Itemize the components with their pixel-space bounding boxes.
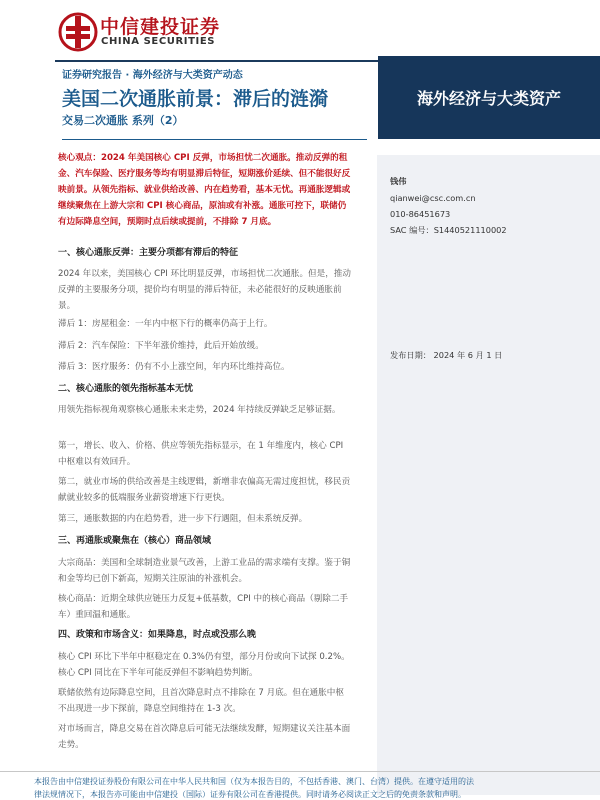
analyst-phone: 010-86451673 bbox=[390, 209, 451, 219]
section-2-paragraph: 用领先指标视角观察核心通胀未来走势，2024 年持续反弹缺乏足够证据。 bbox=[58, 405, 341, 415]
section-2-paragraph: 第三，通胀数据的内在趋势看，进一步下行遇阻，但未系统反弹。 bbox=[58, 514, 308, 524]
section-1-paragraph: 2024 年以来，美国核心 CPI 环比明显反弹，市场担忧二次通胀。但是，推动反弹的主要服务分项，提价均有明显的滞后特征，未必能很好的反映通胀前景。 bbox=[58, 269, 352, 311]
title-underline bbox=[62, 139, 367, 140]
company-name-en: CHINA SECURITIES bbox=[101, 36, 216, 47]
section-1-paragraph: 滞后 1：房屋租金：一年内中枢下行的概率仍高于上行。 bbox=[58, 319, 273, 329]
section-4-paragraph: 核心 CPI 环比下半年中枢稳定在 0.3%仍有望，部分月份或向下试探 0.2%。核心 CPI 同比在下半年可能反弹但不影响趋势判断。 bbox=[58, 652, 350, 678]
section-1-paragraph: 滞后 2：汽车保险：下半年涨价维持，此后开始放缓。 bbox=[58, 341, 264, 351]
section-2-paragraph: 第二，就业市场的供给改善是主线逻辑，新增非农偏高无需过度担忧，移民贡献就业较多的低端服务业薪资增速下行更快。 bbox=[58, 477, 351, 503]
company-logo-icon bbox=[58, 12, 98, 52]
key-view-summary: 核心观点：2024 年美国核心 CPI 反弹，市场担忧二次通胀。推动反弹的租金、汽车保险、医疗服务等均有明显滞后特征，短期涨价延续、但不能很好反映前景。从领先指标、就业供给改善、内在趋势看，基本无忧。再通胀逻辑或继续聚焦在上游大宗和 CPI 核心商品，原油或有补涨。通胀可控下，联储仍有边际降息空间，预期时点后续或提前，不排除 7 月底。 bbox=[58, 153, 351, 227]
report-type: 证券研究报告 · 海外经济与大类资产动态 bbox=[62, 70, 243, 81]
section-2-paragraph: 第一，增长、收入、价格、供应等领先指标显示，在 1 年维度内，核心 CPI 中枢难以有效回升。 bbox=[58, 441, 344, 467]
analyst-name: 钱伟 bbox=[390, 176, 407, 186]
publish-date: 发布日期： 2024 年 6 月 1 日 bbox=[390, 350, 503, 360]
section-heading-3: 三、再通胀或聚焦在（核心）商品领域 bbox=[58, 536, 212, 546]
analyst-email[interactable]: qianwei@csc.com.cn bbox=[390, 193, 476, 203]
section-heading-1: 一、核心通胀反弹：主要分项都有滞后的特征 bbox=[58, 248, 239, 258]
section-heading-4: 四、政策和市场含义：如果降息，时点或没那么晚 bbox=[58, 630, 257, 640]
analyst-sidebar bbox=[377, 155, 600, 795]
report-title: 美国二次通胀前景：滞后的涟漪 bbox=[62, 88, 329, 110]
disclaimer-line: 本报告由中信建投证券股份有限公司在中华人民共和国（仅为本报告目的，不包括香港、澳门、台湾）提供。在遵守适用的法 bbox=[34, 777, 474, 786]
footer-divider bbox=[0, 771, 600, 772]
analyst-sac-number: SAC 编号：S1440521110002 bbox=[390, 225, 507, 235]
section-1-paragraph: 滞后 3：医疗服务：仍有不小上涨空间，年内环比维持高位。 bbox=[58, 362, 290, 372]
section-4-paragraph: 对市场而言，降息交易在首次降息后可能无法继续发酵，短期建议关注基本面走势。 bbox=[58, 724, 351, 750]
report-series: 交易二次通胀 系列（2） bbox=[62, 114, 184, 127]
section-heading-2: 二、核心通胀的领先指标基本无忧 bbox=[58, 384, 194, 394]
disclaimer-line: 律法规情况下，本报告亦可能由中信建投（国际）证券有限公司在香港提供。同时请务必阅读正文之后的免责条款和声明。 bbox=[34, 790, 466, 799]
section-4-paragraph: 联储依然有边际降息空间，且首次降息时点不排除在 7 月底。但在通胀中枢不出现进一步下探前，降息空间维持在 1-3 次。 bbox=[58, 688, 344, 714]
section-3-paragraph: 大宗商品：美国和全球制造业景气改善，上游工业品的需求端有支撑。鉴于铜和金等均已创下新高，短期关注原油的补涨机会。 bbox=[58, 558, 351, 584]
company-name-cn: 中信建投证券 bbox=[100, 16, 221, 38]
section-3-paragraph: 核心商品：近期全球供应链压力反复+低基数，CPI 中的核心商品（剔除二手车）重回温和通胀。 bbox=[58, 594, 349, 620]
category-banner: 海外经济与大类资产 bbox=[378, 56, 600, 139]
